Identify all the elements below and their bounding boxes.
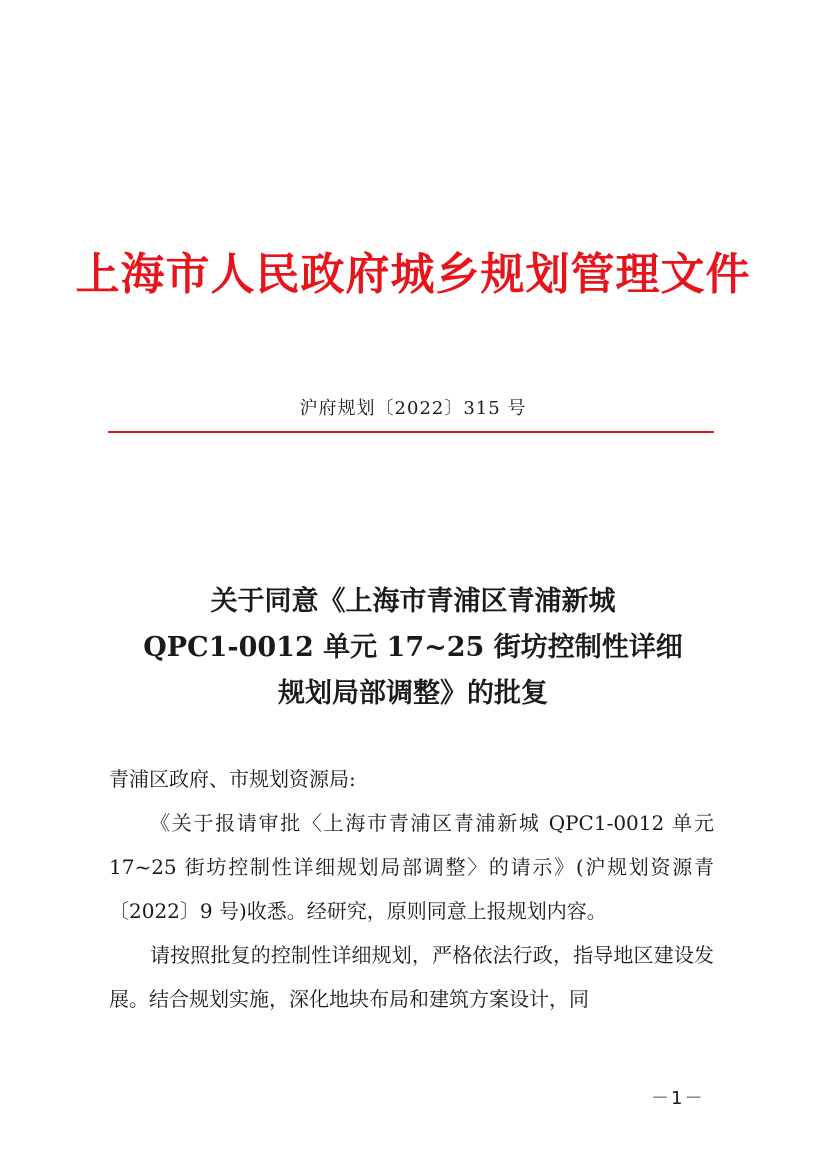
page-number: －1－ [651,1088,705,1109]
body-paragraph-1: 《关于报请审批〈上海市青浦区青浦新城 QPC1-0012 单元 17~25 街坊控制性详细规划局部调整〉的请示》(沪规划资源青〔2022〕9 号)收悉。经研究，原则同意上报规划内容。 [109,811,714,923]
red-separator-line [108,431,714,433]
title-line-1: 关于同意《上海市青浦区青浦新城 [210,586,616,617]
title-line-3: 规划局部调整》的批复 [278,678,548,709]
document-number: 沪府规划〔2022〕315 号 [299,398,527,419]
salutation: 青浦区政府、市规划资源局: [109,767,356,791]
title-line-2: QPC1-0012 单元 17~25 街坊控制性详细 [143,632,683,663]
body-paragraph-2: 请按照批复的控制性详细规划，严格依法行政，指导地区建设发展。结合规划实施，深化地块布局和建筑方案设计，同 [109,943,714,1011]
document-masthead: 上海市人民政府城乡规划管理文件 [75,249,751,300]
document-body [109,757,714,1021]
document-title [0,579,826,717]
